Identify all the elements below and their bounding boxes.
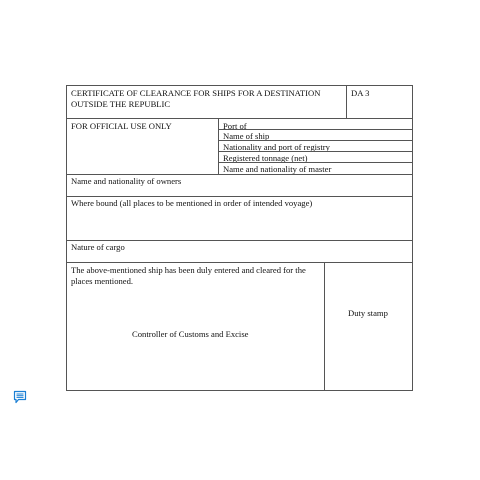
header-divider (346, 86, 347, 118)
official-use-divider (218, 118, 219, 174)
clearance-statement: The above-mentioned ship has been duly entered and cleared for the places mentioned. (71, 265, 306, 286)
field-rule (218, 140, 412, 141)
section-rule (67, 262, 412, 263)
field-rule (218, 129, 412, 130)
comment-icon[interactable] (13, 390, 27, 404)
master-field[interactable]: Name and nationality of master (223, 164, 332, 174)
form-title: CERTIFICATE OF CLEARANCE FOR SHIPS FOR A DESTINATION OUTSIDE THE REPUBLIC (71, 88, 321, 109)
nationality-registry-field[interactable]: Nationality and port of registry (223, 142, 330, 152)
form-code: DA 3 (351, 88, 370, 98)
controller-signature-field[interactable]: Controller of Customs and Excise (132, 329, 249, 339)
owners-field[interactable]: Name and nationality of owners (71, 176, 182, 186)
field-rule (218, 162, 412, 163)
registered-tonnage-field[interactable]: Registered tonnage (net) (223, 153, 308, 163)
cargo-field[interactable]: Nature of cargo (71, 242, 125, 252)
section-rule (67, 174, 412, 175)
official-use-label: FOR OFFICIAL USE ONLY (71, 121, 172, 131)
section-rule (67, 240, 412, 241)
field-rule (218, 151, 412, 152)
section-rule (67, 196, 412, 197)
duty-stamp-field[interactable]: Duty stamp (348, 308, 388, 318)
stamp-divider (324, 262, 325, 390)
header-rule (67, 118, 412, 119)
ship-name-field[interactable]: Name of ship (223, 131, 270, 141)
clearance-certificate-form (66, 85, 413, 391)
where-bound-field[interactable]: Where bound (all places to be mentioned in order of intended voyage) (71, 198, 313, 208)
port-of-field[interactable]: Port of (223, 121, 247, 131)
